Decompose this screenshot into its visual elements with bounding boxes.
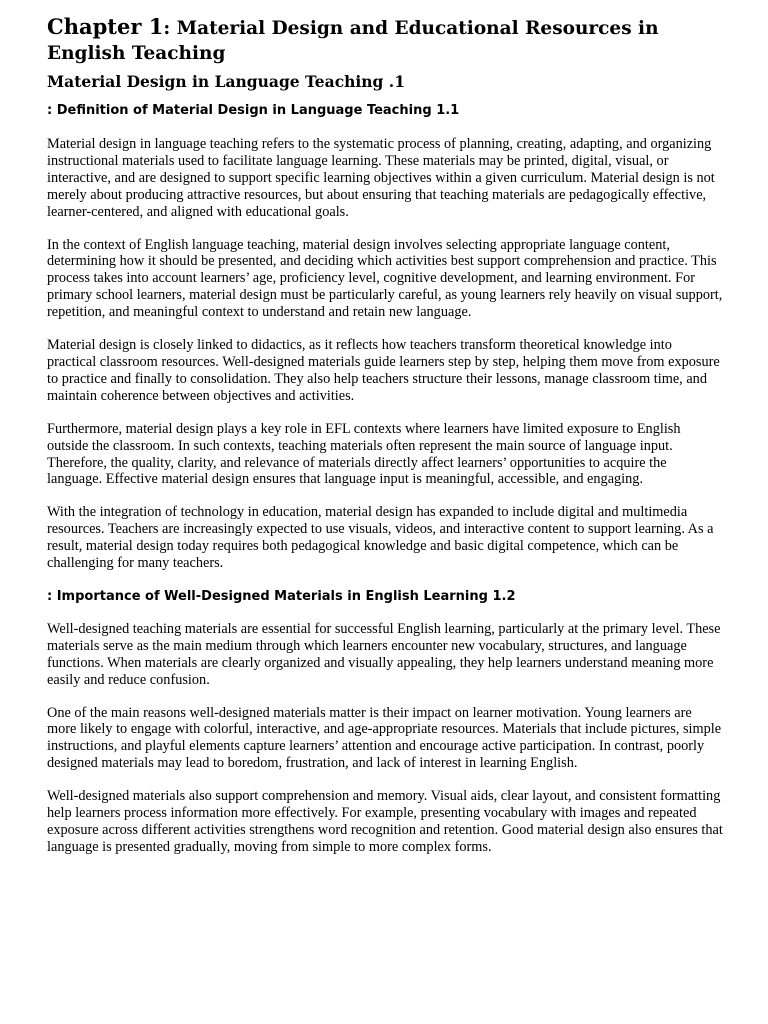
paragraph: Well-designed teaching materials are essential for successful English learning, particularly at the primary level. These materials serve as the main medium through which learners encounter new vocabulary, structures, and language functions. When materials are clearly organized and visually appealing, they help learners understand meaning more easily and reduce confusion. <box>47 620 721 688</box>
subsection-title-1-2: : Importance of Well-Designed Materials in English Learning 1.2 <box>47 588 516 604</box>
paragraph: Well-designed materials also support comprehension and memory. Visual aids, clear layout, and consistent formatting help learners process information more effectively. For example, presenting vocabulary with images and repeated exposure across different activities strengthens word recognition and retention. Good material design also ensures that language is presented gradually, moving from simple to more complex forms. <box>47 788 723 855</box>
chapter-title <box>47 14 723 66</box>
chapter-label: Chapter 1 <box>47 14 164 39</box>
paragraph: Furthermore, material design plays a key role in EFL contexts where learners have limited exposure to English outside the classroom. In such contexts, teaching materials often represent the main source of language input. Therefore, the quality, clarity, and relevance of materials directly affect learners’ opportunities to acquire the language. Effective material design ensures that language input is meaningful, accessible, and engaging. <box>47 420 681 488</box>
document-page <box>47 14 723 872</box>
section-title: Material Design in Language Teaching .1 <box>47 72 405 91</box>
paragraph: In the context of English language teaching, material design involves selecting appropriate language content, determining how it should be presented, and deciding which activities best support comprehension and practice. This process takes into account learners’ age, proficiency level, cognitive development, and learning environment. For primary school learners, material design must be particularly careful, as young learners rely heavily on visual support, repetition, and meaningful context to understand and retain new language. <box>47 236 723 321</box>
paragraph: One of the main reasons well-designed materials matter is their impact on learner motivation. Young learners are more likely to engage with colorful, interactive, and age-appropriate resources. Materials that include pictures, simple instructions, and playful elements capture learners’ attention and encourage active participation. In contrast, poorly designed materials may lead to boredom, frustration, and lack of interest in learning English. <box>47 704 722 772</box>
chapter-heading-text: : Material Design and Educational Resources in English Teaching <box>47 18 659 64</box>
paragraph: Material design is closely linked to didactics, as it reflects how teachers transform theoretical knowledge into practical classroom resources. Well-designed materials guide learners step by step, helping them move from exposure to practice and finally to consolidation. They also help teachers structure their lessons, manage classroom time, and maintain coherence between objectives and activities. <box>47 337 720 404</box>
paragraph: With the integration of technology in education, material design has expanded to include digital and multimedia resources. Teachers are increasingly expected to use visuals, videos, and interactive content to support learning. As a result, material design today requires both pedagogical knowledge and basic digital competence, which can be challenging for many teachers. <box>47 504 714 572</box>
subsection-title-1-1: : Definition of Material Design in Language Teaching 1.1 <box>47 103 460 118</box>
paragraph: Material design in language teaching refers to the systematic process of planning, creating, adapting, and organizing instructional materials used to facilitate language learning. These materials may be printed, digital, visual, or interactive, and are designed to support specific learning objectives within a given curriculum. Material design is not merely about producing attractive resources, but about ensuring that teaching materials are pedagogically effective, learner-centered, and aligned with educational goals. <box>47 136 715 220</box>
